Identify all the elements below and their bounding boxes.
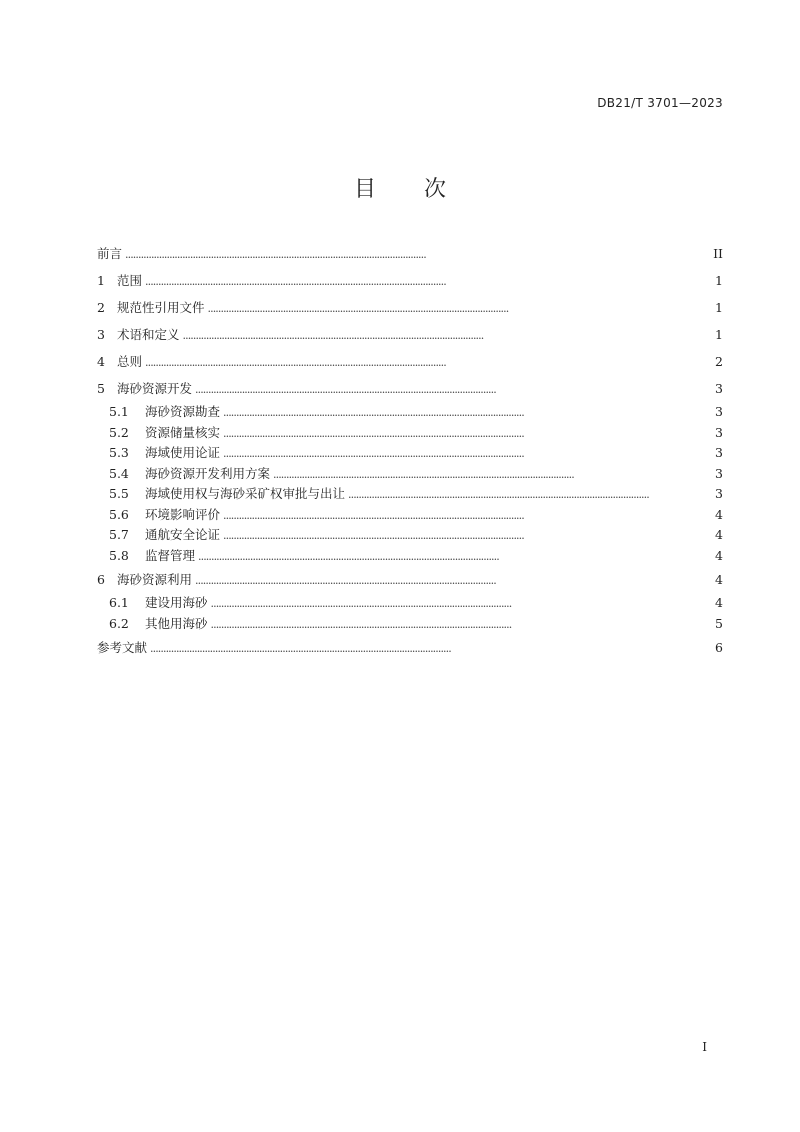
- toc-entry-page: 4: [715, 527, 723, 542]
- toc-entry-number: 5.4: [109, 465, 129, 481]
- toc-entry-label: 海域使用论证: [145, 445, 221, 460]
- toc-entry-page: 3: [715, 404, 723, 419]
- toc-entry-number: 2: [97, 300, 105, 315]
- toc-entry-number: 5.1: [109, 404, 129, 419]
- toc-entry-number: 4: [97, 354, 105, 369]
- toc-entry-number: 5.6: [109, 506, 129, 522]
- toc-entry[interactable]: [97, 240, 723, 267]
- toc-dot-leader: [208, 294, 713, 322]
- document-code: DB21/T 3701—2023: [597, 96, 723, 110]
- toc-entry-page: 1: [715, 327, 723, 342]
- table-of-contents: [97, 240, 723, 661]
- toc-entry[interactable]: [97, 464, 723, 485]
- toc-entry[interactable]: [97, 321, 723, 348]
- toc-dot-leader: [223, 423, 712, 445]
- toc-entry-page: 3: [715, 445, 723, 460]
- toc-entry-label: 总则: [117, 354, 143, 369]
- toc-entry-number: 1: [97, 273, 105, 288]
- toc-dot-leader: [195, 566, 712, 594]
- toc-entry[interactable]: [97, 566, 723, 593]
- title-char-2: 次: [424, 177, 447, 202]
- toc-entry-label: 前言: [97, 246, 123, 261]
- toc-entry-label: 范围: [117, 273, 143, 288]
- toc-entry[interactable]: [97, 402, 723, 423]
- toc-entry-page: 3: [715, 486, 723, 501]
- toc-dot-leader: [150, 634, 712, 662]
- toc-dot-leader: [223, 525, 712, 547]
- toc-entry-label: 海砂资源利用: [117, 572, 193, 587]
- toc-entry-page: 1: [715, 273, 723, 288]
- toc-entry[interactable]: [97, 546, 723, 567]
- page-number: I: [702, 1040, 707, 1054]
- toc-entry[interactable]: [97, 443, 723, 464]
- toc-entry-number: 5.8: [109, 547, 129, 563]
- toc-entry-label: 建设用海砂: [145, 595, 208, 610]
- toc-entry-page: 1: [715, 300, 723, 315]
- toc-entry-page: 3: [715, 424, 723, 440]
- toc-entry-label: 其他用海砂: [145, 615, 208, 631]
- toc-entry[interactable]: [97, 525, 723, 546]
- toc-entry-number: 6.2: [109, 615, 129, 631]
- toc-entry[interactable]: [97, 614, 723, 635]
- toc-entry[interactable]: [97, 294, 723, 321]
- toc-dot-leader: [223, 443, 712, 465]
- toc-entry[interactable]: [97, 505, 723, 526]
- toc-entry[interactable]: [97, 348, 723, 375]
- toc-entry-label: 资源储量核实: [145, 424, 221, 440]
- toc-dot-leader: [348, 484, 712, 506]
- toc-entry[interactable]: [97, 634, 723, 661]
- toc-entry-page: 4: [715, 547, 723, 563]
- toc-dot-leader: [211, 614, 713, 636]
- toc-entry-page: 2: [715, 354, 723, 369]
- toc-entry[interactable]: [97, 267, 723, 294]
- toc-entry-label: 通航安全论证: [145, 527, 221, 542]
- toc-entry-label: 术语和定义: [117, 327, 180, 342]
- toc-entry-number: 3: [97, 327, 105, 342]
- toc-entry-number: 5.3: [109, 445, 129, 460]
- toc-entry[interactable]: [97, 593, 723, 614]
- toc-dot-leader: [223, 402, 712, 424]
- toc-entry-page: 4: [715, 595, 723, 610]
- toc-entry-number: 5.2: [109, 424, 129, 440]
- toc-dot-leader: [125, 240, 710, 268]
- toc-dot-leader: [198, 546, 712, 568]
- toc-entry-page: 3: [715, 465, 723, 481]
- toc-entry-number: 6: [97, 572, 105, 587]
- page-title: [0, 172, 800, 203]
- toc-dot-leader: [145, 267, 712, 295]
- toc-entry-page: 4: [715, 572, 723, 587]
- toc-dot-leader: [211, 593, 713, 615]
- toc-dot-leader: [183, 321, 713, 349]
- toc-entry[interactable]: [97, 484, 723, 505]
- toc-entry-label: 海砂资源勘查: [145, 404, 221, 419]
- toc-entry-label: 海域使用权与海砂采矿权审批与出让: [145, 486, 346, 501]
- toc-dot-leader: [145, 348, 712, 376]
- toc-dot-leader: [273, 464, 712, 486]
- toc-entry[interactable]: [97, 423, 723, 444]
- toc-dot-leader: [223, 505, 712, 527]
- toc-entry-number: 5: [97, 381, 105, 396]
- toc-entry-number: 5.5: [109, 486, 129, 501]
- toc-entry-number: 6.1: [109, 595, 129, 610]
- toc-entry-label: 参考文献: [97, 640, 148, 655]
- toc-entry-label: 监督管理: [145, 547, 196, 563]
- toc-entry-label: 海砂资源开发利用方案: [145, 465, 271, 481]
- toc-entry[interactable]: [97, 375, 723, 402]
- toc-entry-label: 环境影响评价: [145, 506, 221, 522]
- toc-entry-label: 规范性引用文件: [117, 300, 205, 315]
- toc-dot-leader: [195, 375, 712, 403]
- toc-entry-page: 6: [715, 640, 723, 655]
- title-char-1: 目: [353, 177, 376, 202]
- toc-entry-number: 5.7: [109, 527, 129, 542]
- toc-entry-label: 海砂资源开发: [117, 381, 193, 396]
- toc-entry-page: II: [713, 246, 723, 261]
- toc-entry-page: 4: [715, 506, 723, 522]
- toc-entry-page: 5: [715, 615, 723, 631]
- toc-entry-page: 3: [715, 381, 723, 396]
